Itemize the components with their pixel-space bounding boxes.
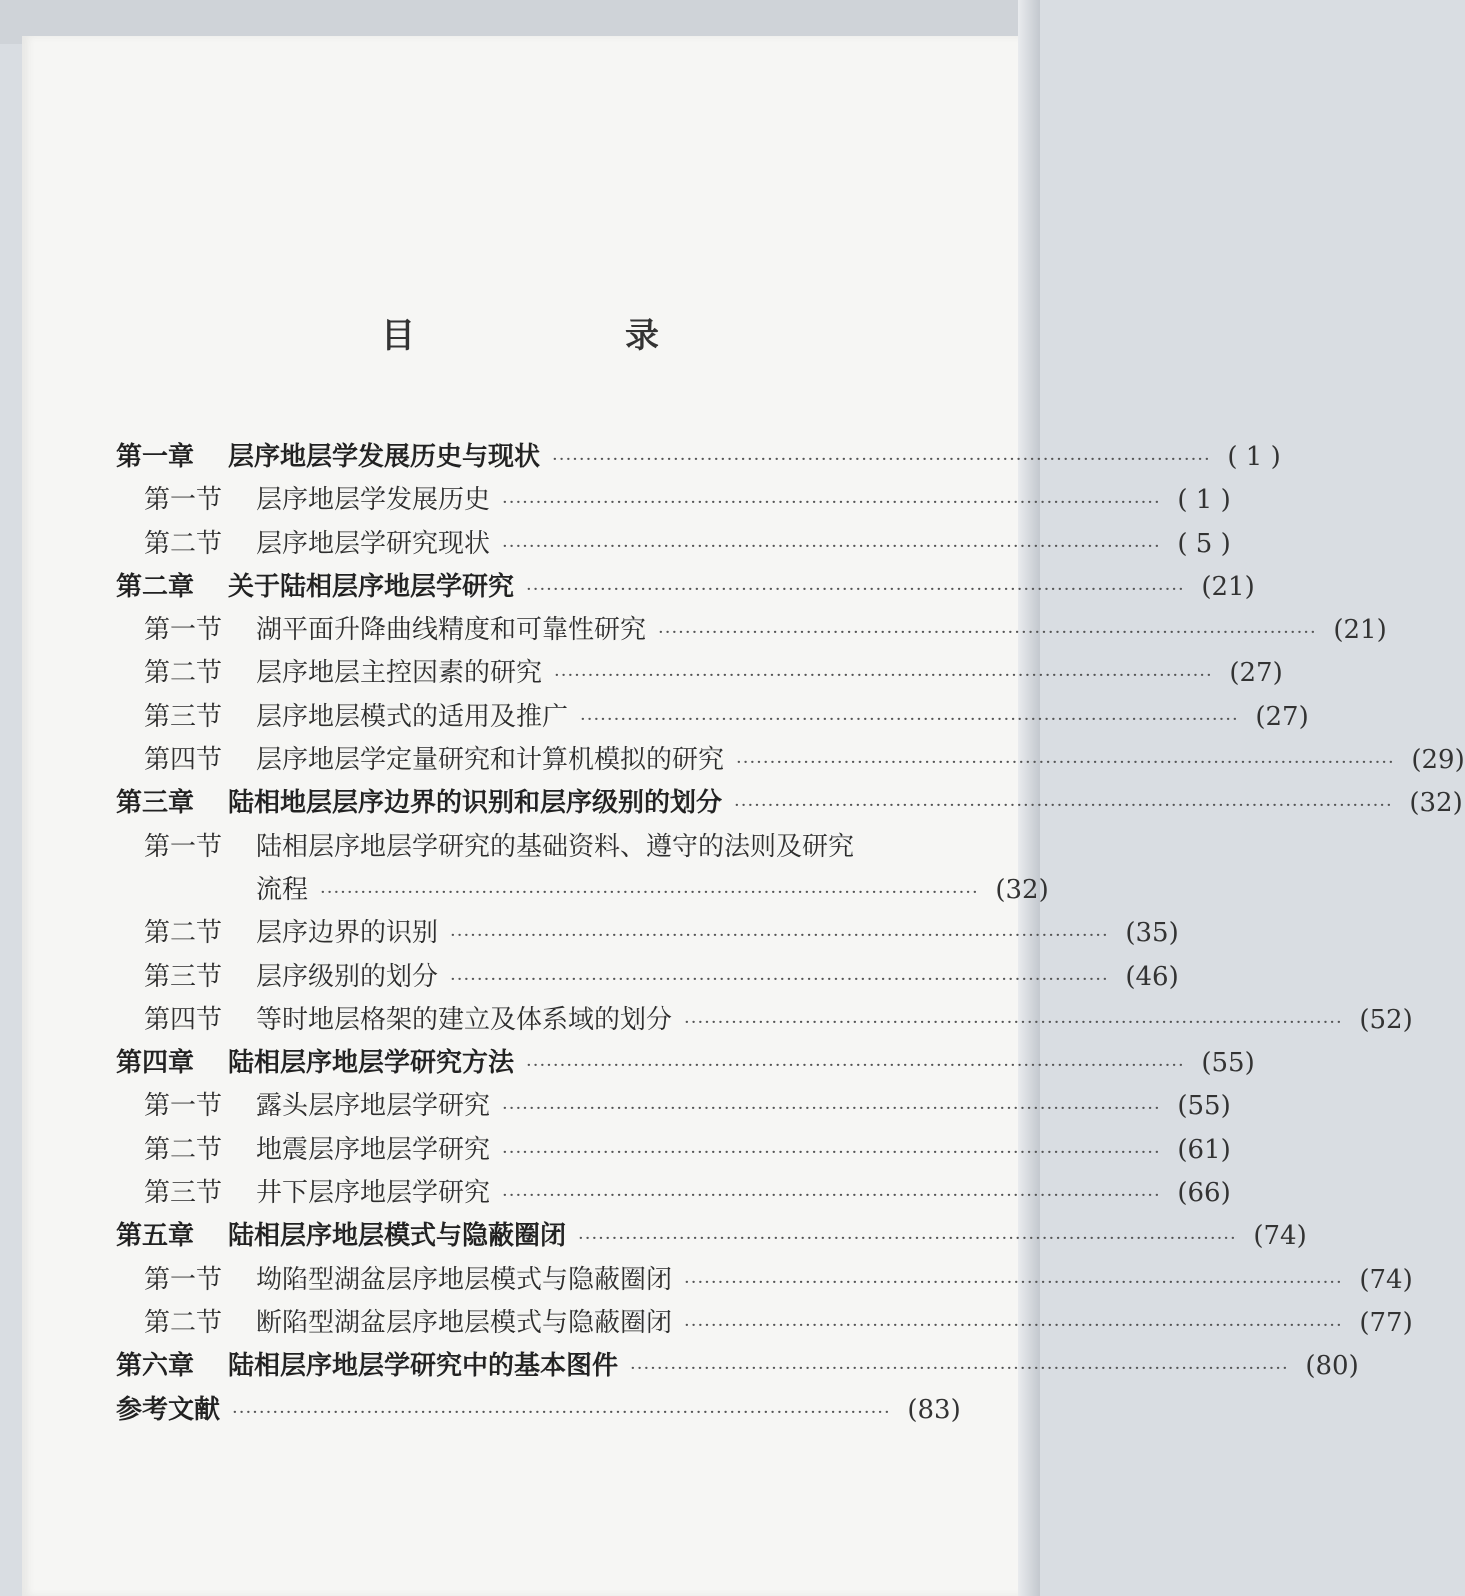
toc-page-number: (66) [1177,1178,1231,1209]
toc-label: 第六章 [116,1351,195,1382]
toc-section-2-3[interactable] [116,696,1309,739]
leader-dots: ·································································································· [684,1314,1343,1336]
toc-section-4-1[interactable] [116,1085,1231,1128]
toc-page-number: (74) [1253,1221,1307,1252]
toc-label: 第二节 [144,918,223,949]
toc-title: 等时地层格架的建立及体系域的划分 [256,1004,673,1035]
toc-label: 第一章 [116,442,195,472]
toc-page-number: (61) [1177,1134,1231,1165]
leader-dots: ·································································································· [502,535,1161,557]
toc-title: 露头层序地层学研究 [256,1091,491,1122]
leader-dots: ·································································································· [630,1358,1289,1380]
toc-section-1-2[interactable] [116,523,1231,566]
toc-title-continuation: 流程 [256,874,309,905]
page-title: 目 录 [381,316,747,356]
toc-page-number: (80) [1305,1351,1359,1382]
toc-section-5-1[interactable] [116,1259,1413,1302]
toc-label: 第一节 [144,615,223,646]
toc-title: 层序地层模式的适用及推广 [256,701,569,732]
toc-page-number: (32) [1409,788,1463,819]
leader-dots: ·································································································· [734,795,1393,817]
toc-references[interactable] [116,1389,961,1432]
toc-page-number: (32) [995,874,1049,905]
leader-dots: ·································································································· [554,665,1213,687]
toc-title: 地震层序地层学研究 [256,1134,491,1165]
toc-section-4-2[interactable] [116,1129,1231,1172]
toc-page-number: (21) [1333,615,1387,646]
toc-label: 第五章 [116,1221,195,1252]
toc-title: 层序边界的识别 [256,918,439,949]
toc-section-3-1-continuation[interactable] [116,869,1049,912]
toc-page-number: ( 1 ) [1227,442,1281,472]
leader-dots: ·································································································· [502,1098,1161,1120]
leader-dots: ·································································································· [526,1055,1185,1077]
toc-label: 第三节 [144,1178,223,1209]
leader-dots: ·································································································· [684,1271,1343,1293]
leader-dots: ·································································································· [736,752,1395,774]
toc-chapter-5[interactable] [116,1215,1307,1258]
toc-label: 第三章 [116,788,195,819]
leader-dots: ·································································································· [502,1185,1161,1207]
toc-title: 陆相层序地层模式与隐蔽圈闭 [228,1221,567,1252]
toc-chapter-1[interactable] [116,436,1281,479]
toc-chapter-3[interactable] [116,782,1463,825]
toc-label: 参考文献 [116,1394,221,1425]
toc-title: 井下层序地层学研究 [256,1178,491,1209]
leader-dots: ·································································································· [502,1141,1161,1163]
toc-label: 第四节 [144,745,223,776]
toc-label: 第三节 [144,961,223,992]
leader-dots: ·································································································· [502,492,1161,514]
leader-dots: ·································································································· [552,449,1211,470]
leader-dots: ·································································································· [526,578,1185,600]
toc-title: 层序级别的划分 [256,961,439,992]
toc-chapter-2[interactable] [116,566,1255,609]
toc-label: 第一节 [144,1264,223,1295]
toc-page-number: ( 1 ) [1177,485,1231,516]
toc-label: 第二节 [144,528,223,559]
toc-label: 第四节 [144,1004,223,1035]
toc-title: 陆相层序地层学研究方法 [228,1048,515,1079]
toc-label: 第二节 [144,1134,223,1165]
toc-section-4-3[interactable] [116,1172,1231,1215]
toc-label: 第一节 [144,1091,223,1122]
document-page [22,36,1465,1596]
toc-page-number: ( 5 ) [1177,528,1231,559]
toc-title: 关于陆相层序地层学研究 [228,571,515,602]
toc-label: 第二章 [116,571,195,602]
toc-label: 第三节 [144,701,223,732]
toc-page-number: (46) [1125,961,1179,992]
toc-page-number: (77) [1359,1307,1413,1338]
toc-page-number: (55) [1177,1091,1231,1122]
toc-page-number: (52) [1359,1004,1413,1035]
toc-title: 层序地层学研究现状 [256,528,491,559]
toc-title: 陆相层序地层学研究的基础资料、遵守的法则及研究 [256,831,855,862]
toc-chapter-4[interactable] [116,1042,1255,1085]
toc-title: 陆相地层层序边界的识别和层序级别的划分 [228,788,723,819]
toc-title: 湖平面升降曲线精度和可靠性研究 [256,615,647,646]
toc-label: 第二节 [144,1307,223,1338]
toc-chapter-6[interactable] [116,1345,1359,1388]
toc-page-number: (29) [1411,745,1465,776]
toc-page-number: (74) [1359,1264,1413,1295]
toc-section-3-1[interactable] [116,826,912,869]
toc-section-1-1[interactable] [116,479,1231,522]
toc-page-number: (55) [1201,1048,1255,1079]
toc-title: 坳陷型湖盆层序地层模式与隐蔽圈闭 [256,1264,673,1295]
toc-section-3-3[interactable] [116,956,1179,999]
table-of-contents [116,436,1465,1432]
leader-dots: ·································································································· [450,968,1109,990]
leader-dots: ·································································································· [450,925,1109,947]
toc-section-3-2[interactable] [116,912,1179,955]
toc-section-2-2[interactable] [116,652,1283,695]
toc-label: 第一节 [144,831,223,862]
toc-label: 第一节 [144,485,223,516]
toc-label: 第二节 [144,658,223,689]
toc-section-3-4[interactable] [116,999,1413,1042]
toc-section-2-1[interactable] [116,609,1387,652]
toc-title: 层序地层学发展历史 [256,485,491,516]
toc-title: 断陷型湖盆层序地层模式与隐蔽圈闭 [256,1307,673,1338]
toc-section-5-2[interactable] [116,1302,1413,1345]
toc-page-number: (27) [1255,701,1309,732]
toc-page-number: (21) [1201,571,1255,602]
toc-title: 层序地层学定量研究和计算机模拟的研究 [256,745,725,776]
toc-page-number: (27) [1229,658,1283,689]
toc-page-number: (35) [1125,918,1179,949]
toc-title: 层序地层主控因素的研究 [256,658,543,689]
toc-title: 层序地层学发展历史与现状 [228,442,541,472]
leader-dots: ·································································································· [320,881,979,903]
toc-title: 陆相层序地层学研究中的基本图件 [228,1351,619,1382]
leader-dots: ·································································································· [658,622,1317,644]
leader-dots: ·································································································· [580,708,1239,730]
leader-dots: ·································································································· [578,1228,1237,1250]
toc-section-2-4[interactable] [116,739,1465,782]
toc-label: 第四章 [116,1048,195,1079]
leader-dots: ·································································································· [684,1011,1343,1033]
leader-dots: ·································································································· [232,1401,891,1423]
toc-page-number: (83) [907,1394,961,1425]
